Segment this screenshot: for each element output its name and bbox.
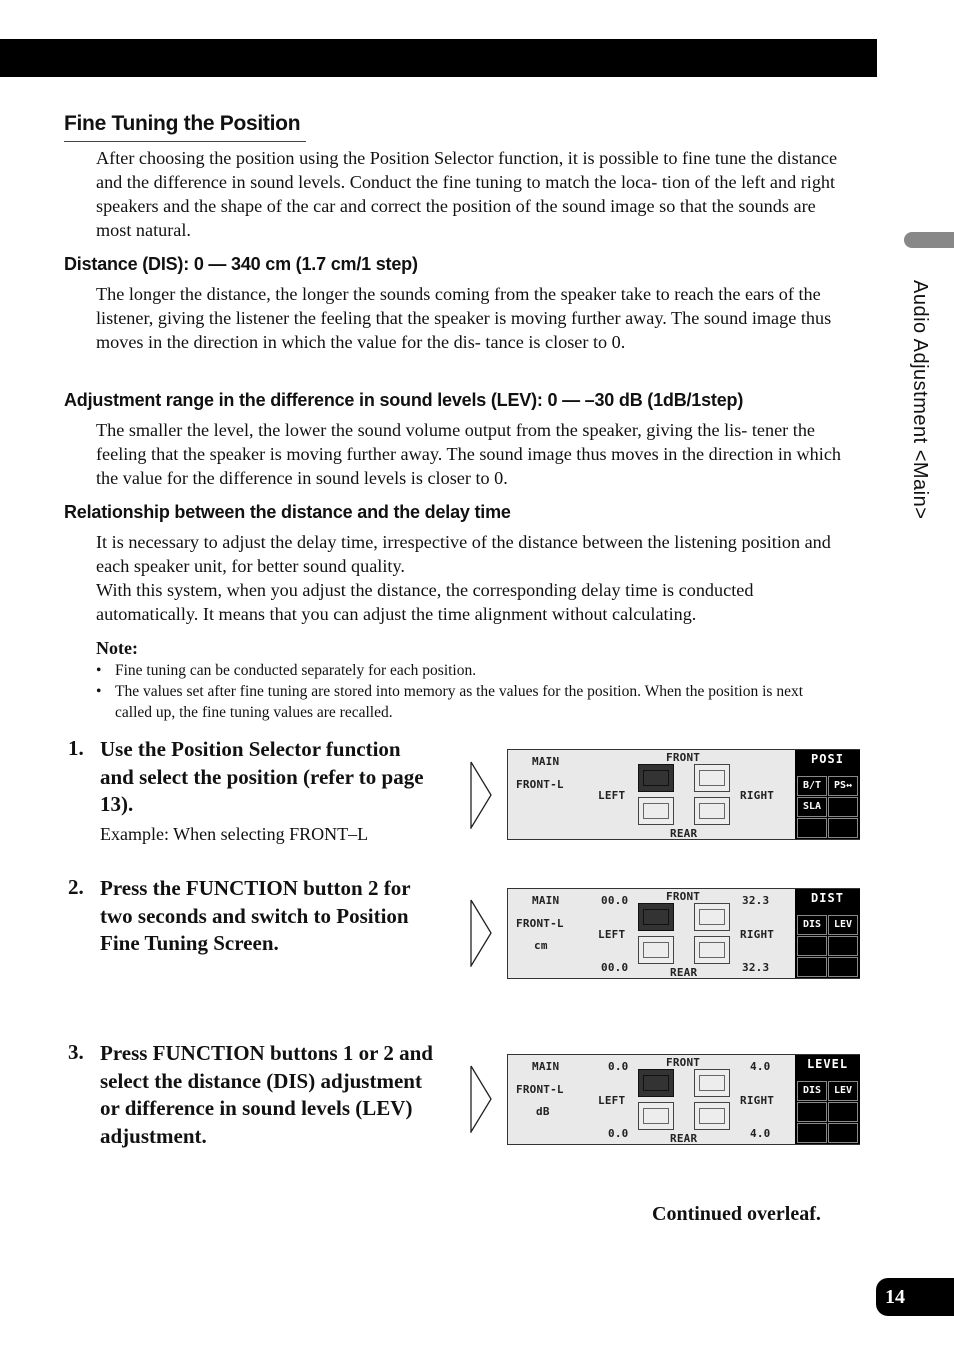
lcd-position-label: FRONT-L (516, 1083, 564, 1096)
lcd-function-panel (795, 889, 860, 978)
distance-paragraph: The longer the distance, the longer the sounds coming from the speaker take to reach the ears of the listener, giving the listener the feeling that the speaker is moving further away. The sound image thus moves in the direction in which the value for the dis- tance is closer to 0. (96, 284, 832, 352)
lcd-value-front-left: 0.0 (608, 1060, 629, 1073)
lcd-main-label: MAIN (532, 1060, 560, 1073)
panel-button-empty (797, 818, 827, 838)
intro-paragraph: After choosing the position using the Position Selector function, it is possible to fine tune the distance and the difference in sound levels. Conduct the fine tuning to match the loca- tion of the left and right speakers and the shape of the car and correct the position of the sound image so that the sounds are most natural. (96, 148, 838, 240)
lcd-left-label: LEFT (598, 1094, 626, 1107)
speaker-front-left-icon (638, 764, 674, 792)
panel-button-empty (828, 1123, 858, 1143)
arrow-right-icon (470, 899, 492, 967)
lcd-rear-label: REAR (670, 827, 698, 840)
lcd-left-label: LEFT (598, 928, 626, 941)
note-item: • Fine tuning can be conducted separately for each position. (96, 660, 826, 681)
step-text: Use the Position Selector function and select the position (refer to page 13). (100, 737, 424, 816)
lcd-value-front-left: 00.0 (601, 894, 629, 907)
panel-button-bt: B/T (797, 776, 827, 796)
speaker-rear-left-icon (638, 1102, 674, 1130)
panel-button-empty (797, 1102, 827, 1122)
speaker-front-left-icon (638, 903, 674, 931)
panel-title: POSI (811, 752, 844, 766)
relationship-text-1: It is necessary to adjust the delay time, irrespective of the distance between the listening position and each speaker unit, for better sound quality. (96, 532, 831, 576)
panel-button-ps: PS↔ (828, 776, 858, 796)
lcd-value-front-right: 32.3 (742, 894, 770, 907)
level-heading: Adjustment range in the difference in sound levels (LEV): 0 — –30 dB (1dB/1step) (64, 390, 744, 410)
lcd-position-label: FRONT-L (516, 917, 564, 930)
lcd-value-front-right: 4.0 (750, 1060, 771, 1073)
arrow-right-icon (470, 761, 492, 829)
speaker-rear-right-icon (694, 797, 730, 825)
step-number: 3. (68, 1040, 84, 1064)
lcd-value-rear-right: 4.0 (750, 1127, 771, 1140)
display-distance (507, 888, 860, 979)
lcd-value-rear-left: 00.0 (601, 961, 629, 974)
lcd-rear-label: REAR (670, 966, 698, 979)
lcd-right-label: RIGHT (740, 1094, 775, 1107)
lcd-right-label: RIGHT (740, 928, 775, 941)
panel-button-dis: DIS (797, 1081, 827, 1101)
panel-title: LEVEL (806, 1057, 849, 1071)
panel-button-empty (828, 818, 858, 838)
speaker-front-right-icon (694, 903, 730, 931)
speaker-rear-right-icon (694, 936, 730, 964)
speaker-rear-left-icon (638, 797, 674, 825)
lcd-main-label: MAIN (532, 755, 560, 768)
lcd-unit-label: cm (534, 939, 548, 952)
display-position-select (507, 749, 860, 840)
panel-button-lev: LEV (828, 915, 858, 935)
speaker-rear-left-icon (638, 936, 674, 964)
header-bar (0, 39, 877, 77)
note-list (96, 660, 826, 723)
lcd-value-rear-right: 32.3 (742, 961, 770, 974)
panel-button-empty (828, 957, 858, 977)
section-title: Fine Tuning the Position (64, 112, 301, 135)
panel-button-empty (797, 1123, 827, 1143)
lcd-left-label: LEFT (598, 789, 626, 802)
lcd-right-label: RIGHT (740, 789, 775, 802)
panel-button-empty (797, 936, 827, 956)
step-number: 2. (68, 875, 84, 899)
lcd-position-label: FRONT-L (516, 778, 564, 791)
speaker-rear-right-icon (694, 1102, 730, 1130)
lcd-front-label: FRONT (666, 751, 701, 764)
page-number: 14 (876, 1278, 954, 1316)
panel-button-dis: DIS (797, 915, 827, 935)
step-example: Example: When selecting FRONT–L (100, 824, 369, 844)
panel-title: DIST (811, 891, 844, 905)
step-number: 1. (68, 736, 84, 760)
continued-overleaf: Continued overleaf. (652, 1203, 821, 1225)
step-text: Press the FUNCTION button 2 for two seconds and switch to Position Fine Tuning Screen. (100, 876, 411, 955)
panel-button-empty (797, 957, 827, 977)
panel-button-empty (828, 936, 858, 956)
title-underline (64, 141, 306, 142)
display-level (507, 1054, 860, 1145)
lcd-unit-label: dB (536, 1105, 550, 1118)
relationship-paragraph (96, 530, 841, 626)
speaker-front-right-icon (694, 1069, 730, 1097)
speaker-front-left-icon (638, 1069, 674, 1097)
lcd-front-label: FRONT (666, 890, 701, 903)
note-title: Note: (96, 638, 138, 658)
relationship-heading: Relationship between the distance and the delay time (64, 502, 511, 522)
level-paragraph: The smaller the level, the lower the sound volume output from the speaker, giving the lis- tener the feeling that the speaker is moving further away. The sound image thus moves in the direction in which the value for the difference in sound levels is closer to 0. (96, 420, 841, 488)
panel-button-empty (828, 1102, 858, 1122)
lcd-rear-label: REAR (670, 1132, 698, 1145)
speaker-front-right-icon (694, 764, 730, 792)
distance-heading: Distance (DIS): 0 — 340 cm (1.7 cm/1 step) (64, 254, 418, 274)
lcd-function-panel (795, 750, 860, 839)
lcd-function-panel (795, 1055, 860, 1144)
panel-button-lev: LEV (828, 1081, 858, 1101)
step-text: Press FUNCTION buttons 1 or 2 and select the distance (DIS) adjustment or difference in sound levels (LEV) adjustment. (100, 1041, 433, 1148)
relationship-text-2: With this system, when you adjust the distance, the corresponding delay time is conducted automatically. It means that you can adjust the time alignment without calculating. (96, 580, 754, 624)
lcd-front-label: FRONT (666, 1056, 701, 1069)
section-side-label: Audio Adjustment <Main> (909, 280, 931, 520)
lcd-main-label: MAIN (532, 894, 560, 907)
side-tab-marker (904, 232, 954, 248)
lcd-value-rear-left: 0.0 (608, 1127, 629, 1140)
panel-button-empty (828, 797, 858, 817)
arrow-right-icon (470, 1065, 492, 1133)
panel-button-sla: SLA (797, 797, 827, 817)
note-item: • The values set after fine tuning are stored into memory as the values for the position. When the position is next called up, the fine tuning values are recalled. (96, 681, 826, 723)
